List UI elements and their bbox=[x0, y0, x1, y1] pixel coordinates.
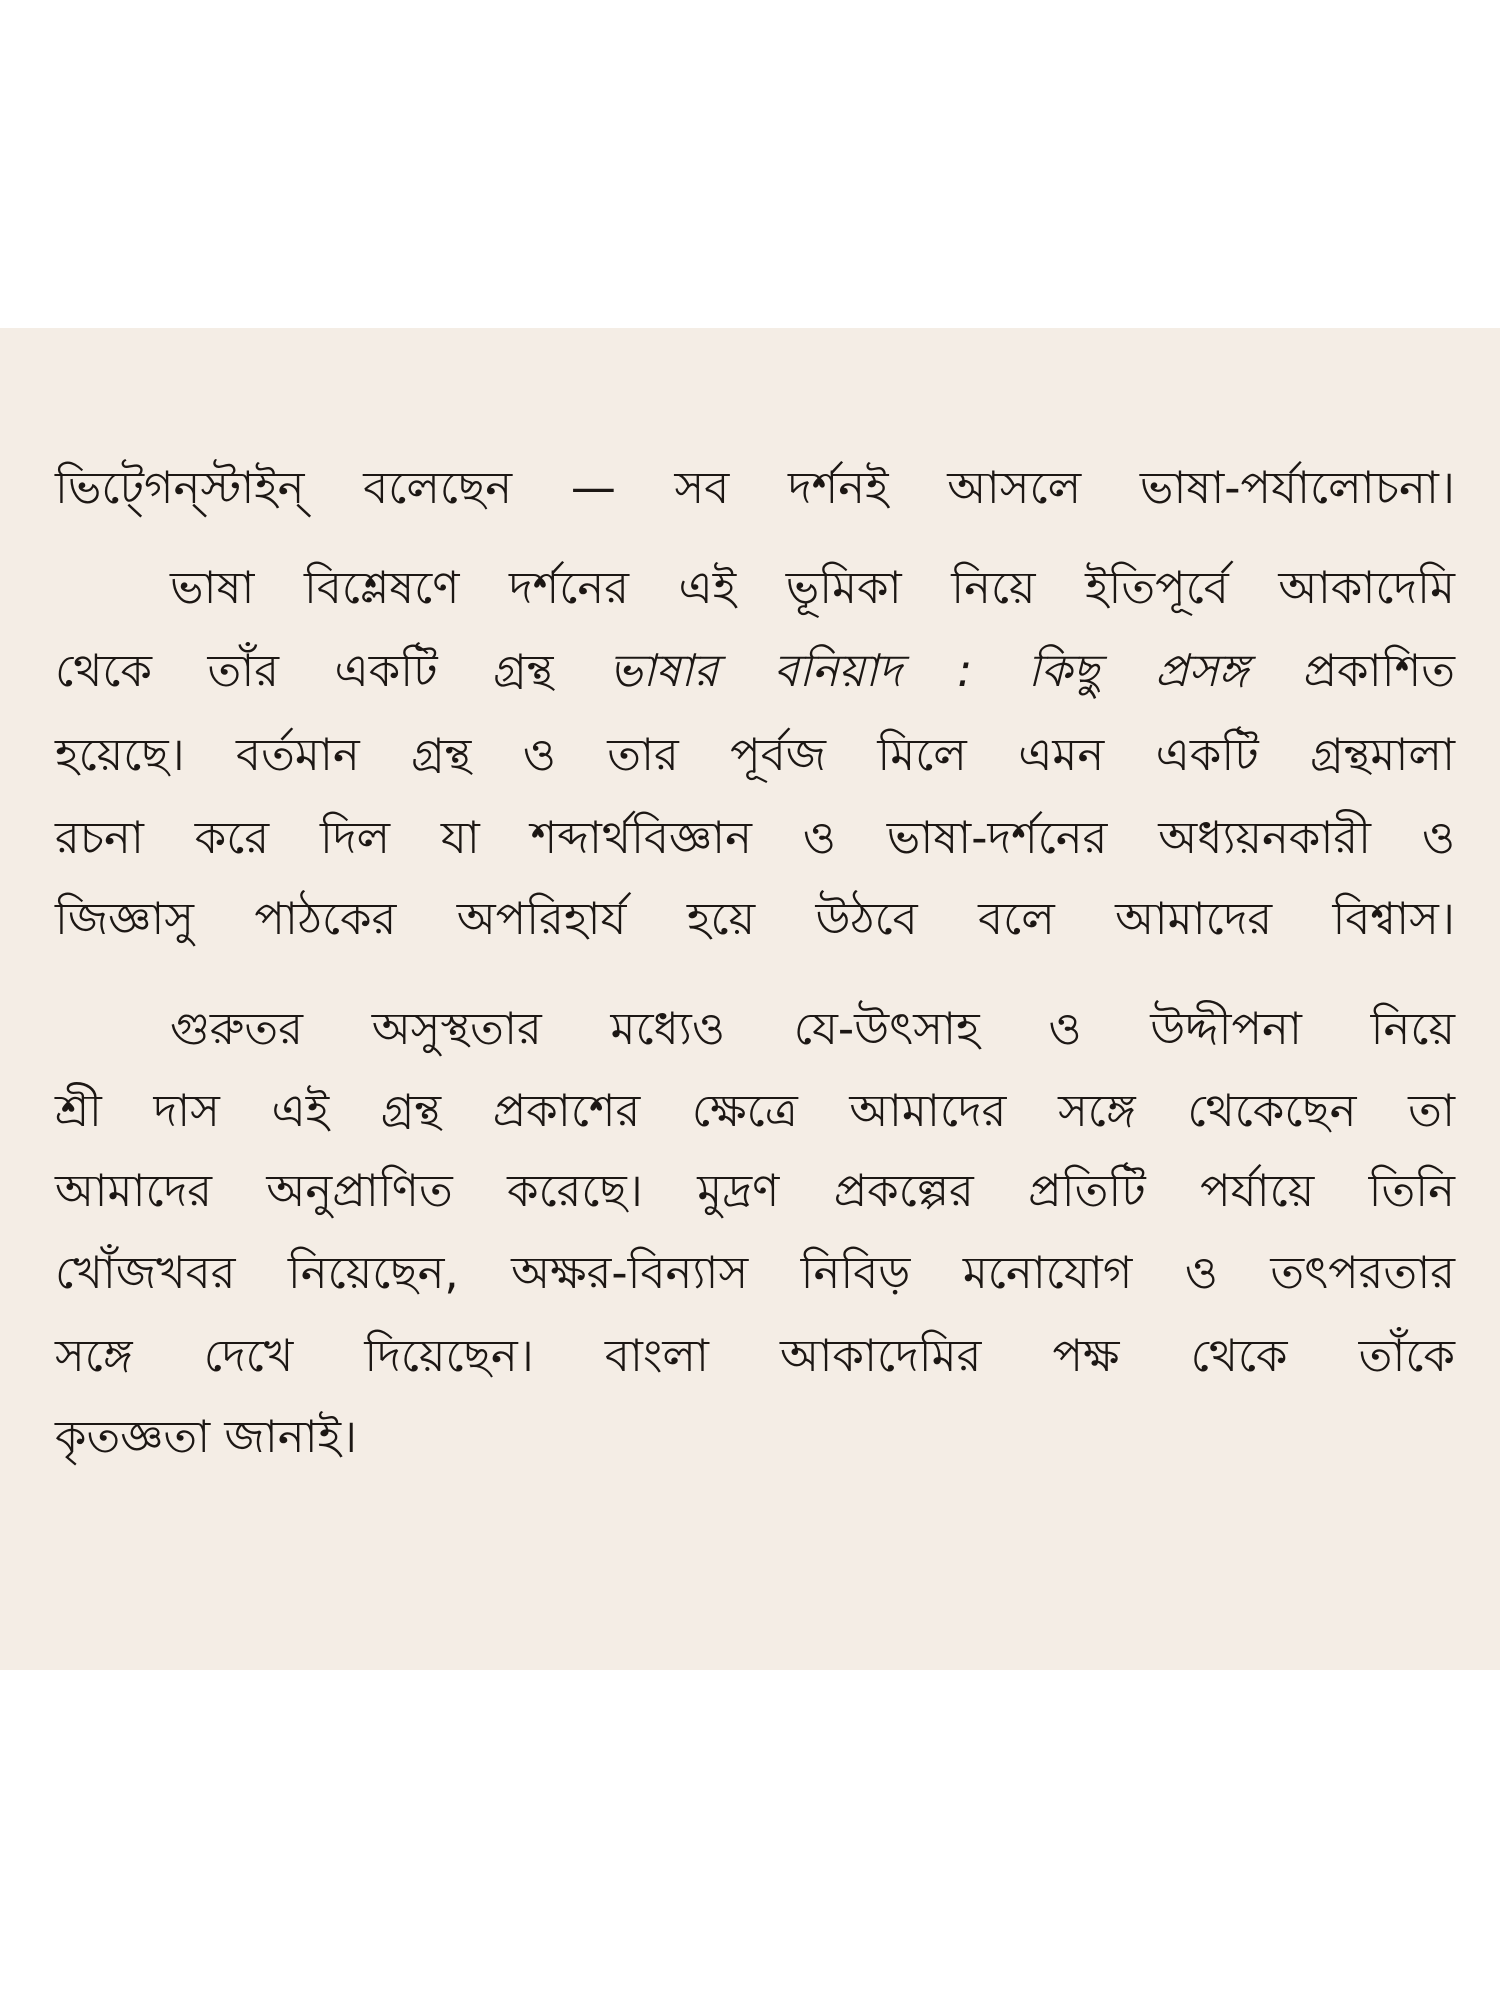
text-line-12: কৃতজ্ঞতা জানাই। bbox=[55, 1410, 358, 1463]
scanned-page bbox=[0, 328, 1500, 1670]
text-line-11: সঙ্গে দেখে দিয়েছেন। বাংলা আকাদেমির পক্ষ থেকে তাঁকে bbox=[55, 1329, 1455, 1382]
text-line-7: গুরুতর অসুস্থতার মধ্যেও যে-উৎসাহ ও উদ্দীপনা নিয়ে bbox=[170, 1002, 1455, 1055]
text-line-2: ভাষা বিশ্লেষণে দর্শনের এই ভূমিকা নিয়ে ইতিপূর্বে আকাদেমি bbox=[170, 561, 1455, 614]
book-title: ভাষার বনিয়াদ : কিছু প্রসঙ্গ bbox=[608, 644, 1249, 697]
text-line-3-before: থেকে তাঁর একটি গ্রন্থ bbox=[55, 644, 609, 697]
text-line-8: শ্রী দাস এই গ্রন্থ প্রকাশের ক্ষেত্রে আমাদের সঙ্গে থেকেছেন তা bbox=[55, 1084, 1455, 1137]
text-line-6: জিজ্ঞাসু পাঠকের অপরিহার্য হয়ে উঠবে বলে আমাদের বিশ্বাস। bbox=[55, 892, 1455, 945]
text-line-10: খোঁজখবর নিয়েছেন, অক্ষর-বিন্যাস নিবিড় মনোযোগ ও তৎপরতার bbox=[55, 1246, 1455, 1299]
text-line-9: আমাদের অনুপ্রাণিত করেছে। মুদ্রণ প্রকল্পের প্রতিটি পর্যায়ে তিনি bbox=[55, 1164, 1455, 1217]
text-line-1: ভিট্গেন্স্টাইন্ বলেছেন — সব দর্শনই আসলে ভাষা-পর্যালোচনা। bbox=[55, 461, 1455, 514]
text-line-4: হয়েছে। বর্তমান গ্রন্থ ও তার পূর্বজ মিলে এমন একটি গ্রন্থমালা bbox=[55, 728, 1455, 781]
text-line-3-after: প্রকাশিত bbox=[1248, 644, 1455, 697]
text-line-3 bbox=[55, 644, 1455, 697]
text-line-5: রচনা করে দিল যা শব্দার্থবিজ্ঞান ও ভাষা-দর্শনের অধ্যয়নকারী ও bbox=[55, 811, 1455, 864]
